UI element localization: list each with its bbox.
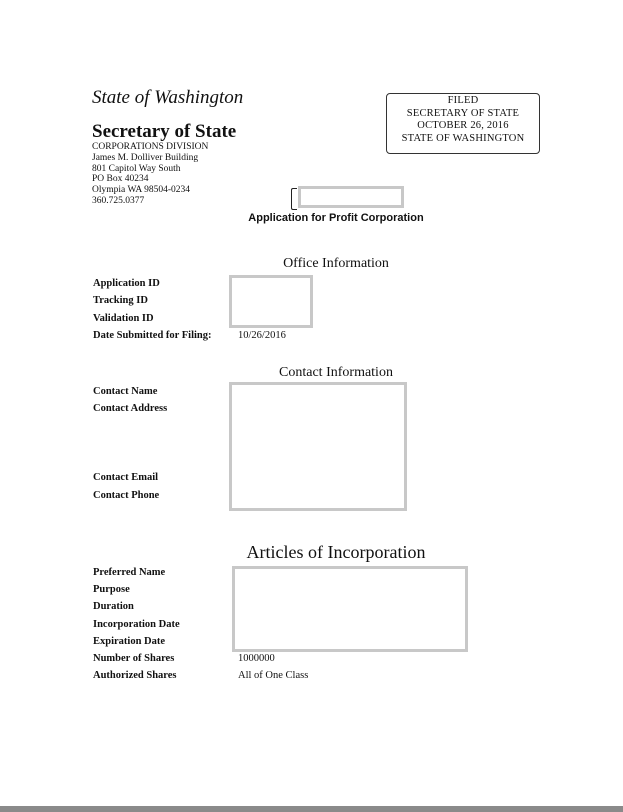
date-submitted-value: 10/26/2016 — [238, 330, 286, 341]
tracking-id-label: Tracking ID — [93, 295, 148, 306]
contact-email-label: Contact Email — [93, 472, 159, 483]
purpose-label: Purpose — [93, 584, 130, 595]
redacted-box — [232, 566, 468, 652]
stamp-line: SECRETARY OF STATE — [406, 107, 520, 119]
number-of-shares-value: 1000000 — [238, 653, 275, 664]
contact-info-heading: Contact Information — [279, 365, 393, 380]
redacted-box — [229, 275, 313, 328]
authorized-shares-value: All of One Class — [238, 670, 309, 681]
incorporation-date-label: Incorporation Date — [93, 619, 180, 630]
preferred-name-label: Preferred Name — [93, 567, 166, 578]
expiration-date-label: Expiration Date — [93, 636, 166, 647]
validation-id-label: Validation ID — [93, 313, 154, 324]
page-bottom-border — [0, 806, 623, 812]
redacted-box — [298, 186, 404, 208]
office-address — [92, 142, 208, 207]
articles-heading: Articles of Incorporation — [246, 542, 426, 562]
stamp-line: OCTOBER 26, 2016 — [417, 120, 509, 131]
document-title: Application for Profit Corporation — [248, 212, 424, 224]
number-of-shares-label: Number of Shares — [93, 653, 175, 664]
authorized-shares-label: Authorized Shares — [93, 670, 177, 681]
address-line: PO Box 40234 — [92, 174, 149, 185]
date-submitted-label: Date Submitted for Filing: — [93, 330, 212, 341]
application-id-label: Application ID — [93, 278, 160, 289]
stamp-line: STATE OF WASHINGTON — [401, 132, 525, 144]
contact-phone-label: Contact Phone — [93, 490, 160, 501]
address-line: 801 Capitol Way South — [92, 163, 181, 174]
redacted-box — [229, 382, 407, 511]
address-line: Olympia WA 98504-0234 — [92, 185, 190, 196]
address-line: CORPORATIONS DIVISION — [92, 142, 209, 152]
stamp-line: FILED — [447, 95, 479, 106]
filed-stamp — [386, 93, 540, 154]
contact-name-label: Contact Name — [93, 386, 158, 397]
office-info-heading: Office Information — [283, 256, 389, 271]
state-heading: State of Washington — [92, 87, 244, 108]
office-heading: Secretary of State — [92, 121, 237, 142]
contact-address-label: Contact Address — [93, 403, 168, 414]
address-line: James M. Dolliver Building — [92, 152, 199, 163]
duration-label: Duration — [93, 601, 134, 612]
address-line: 360.725.0377 — [92, 195, 145, 206]
bracket-mark — [291, 188, 297, 210]
